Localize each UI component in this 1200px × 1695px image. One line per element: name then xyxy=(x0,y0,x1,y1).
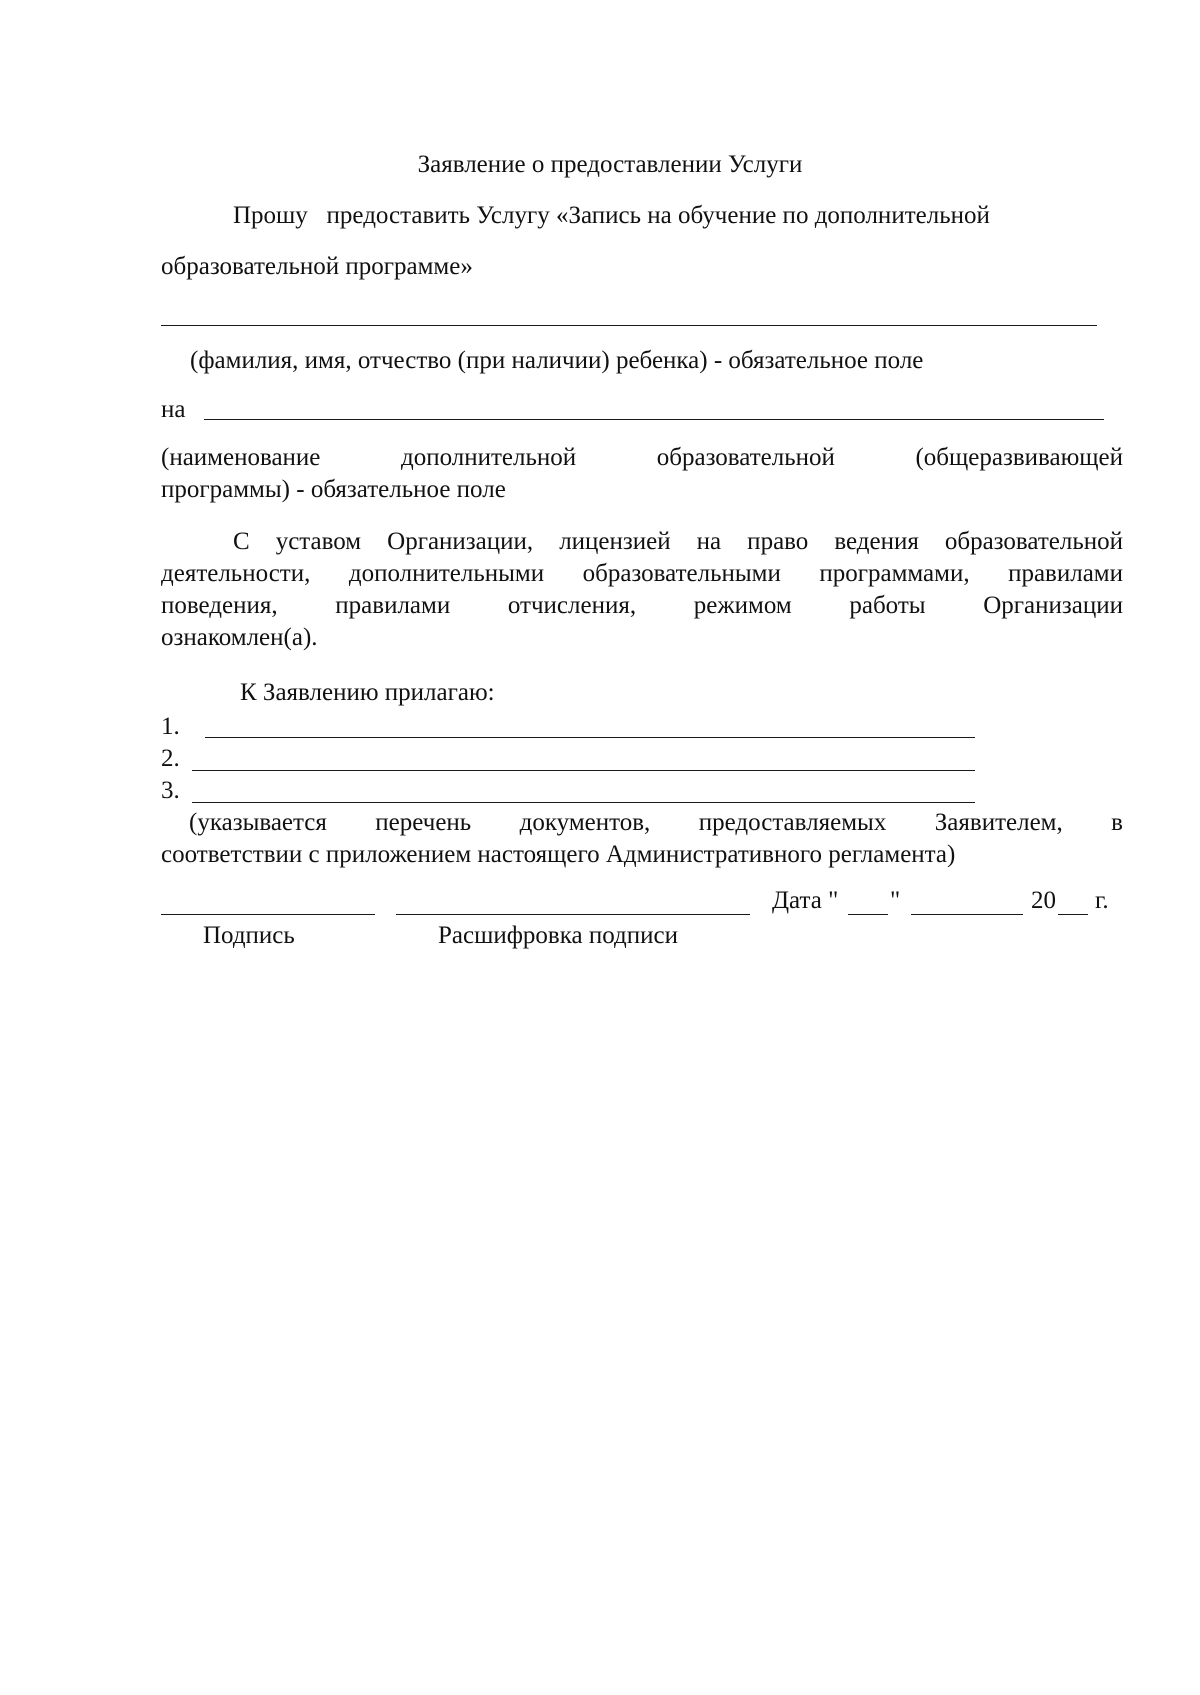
signature-decode-field[interactable] xyxy=(396,914,750,915)
program-caption-line1: (наименование дополнительной образовательной (общеразвивающей xyxy=(161,444,1123,471)
attachments-heading: К Заявлению прилагаю: xyxy=(240,679,495,706)
program-caption xyxy=(161,442,1123,506)
signature-field[interactable] xyxy=(161,914,375,915)
documents-caption-line1: (указывается перечень документов, предоставляемых Заявителем, в xyxy=(189,809,1123,836)
attachment-field-2[interactable] xyxy=(192,770,975,771)
documents-caption-line2: соответствии с приложением настоящего Административного регламента) xyxy=(161,841,956,868)
program-name-field[interactable] xyxy=(204,419,1104,420)
signature-caption: Подпись xyxy=(203,922,295,949)
program-prefix: на xyxy=(161,396,186,423)
child-name-field[interactable] xyxy=(161,325,1097,326)
documents-caption xyxy=(161,807,1123,871)
request-text-line2: образовательной программе» xyxy=(161,253,473,280)
attachment-number-3: 3. xyxy=(161,777,180,804)
date-month-field[interactable] xyxy=(911,914,1023,915)
document-title: Заявление о предоставлении Услуги xyxy=(417,151,803,178)
acknowledgement-line3: поведения, правилами отчисления, режимом работы Организации xyxy=(161,592,1123,619)
program-caption-line2: программы) - обязательное поле xyxy=(161,476,506,503)
attachment-number-2: 2. xyxy=(161,745,180,772)
date-year-field[interactable] xyxy=(1058,914,1088,915)
acknowledgement-line2: деятельности, дополнительными образовательными программами, правилами xyxy=(161,560,1123,587)
acknowledgement-line4: ознакомлен(а). xyxy=(161,624,318,651)
date-quote-close: " xyxy=(890,887,901,914)
date-year-suffix: г. xyxy=(1095,887,1109,914)
attachment-field-1[interactable] xyxy=(205,737,975,738)
attachment-field-3[interactable] xyxy=(192,802,975,803)
acknowledgement-line1: С уставом Организации, лицензией на право ведения образовательной xyxy=(233,528,1123,555)
acknowledgement-paragraph xyxy=(161,526,1123,654)
attachment-number-1: 1. xyxy=(161,713,180,740)
request-text-line1: Прошу предоставить Услугу «Запись на обучение по дополнительной xyxy=(233,202,990,229)
signature-decode-caption: Расшифровка подписи xyxy=(438,922,678,949)
child-name-caption: (фамилия, имя, отчество (при наличии) ребенка) - обязательное поле xyxy=(190,347,924,374)
date-day-field[interactable] xyxy=(848,914,888,915)
date-label: Дата " xyxy=(772,887,839,914)
date-year-prefix: 20 xyxy=(1031,887,1056,914)
